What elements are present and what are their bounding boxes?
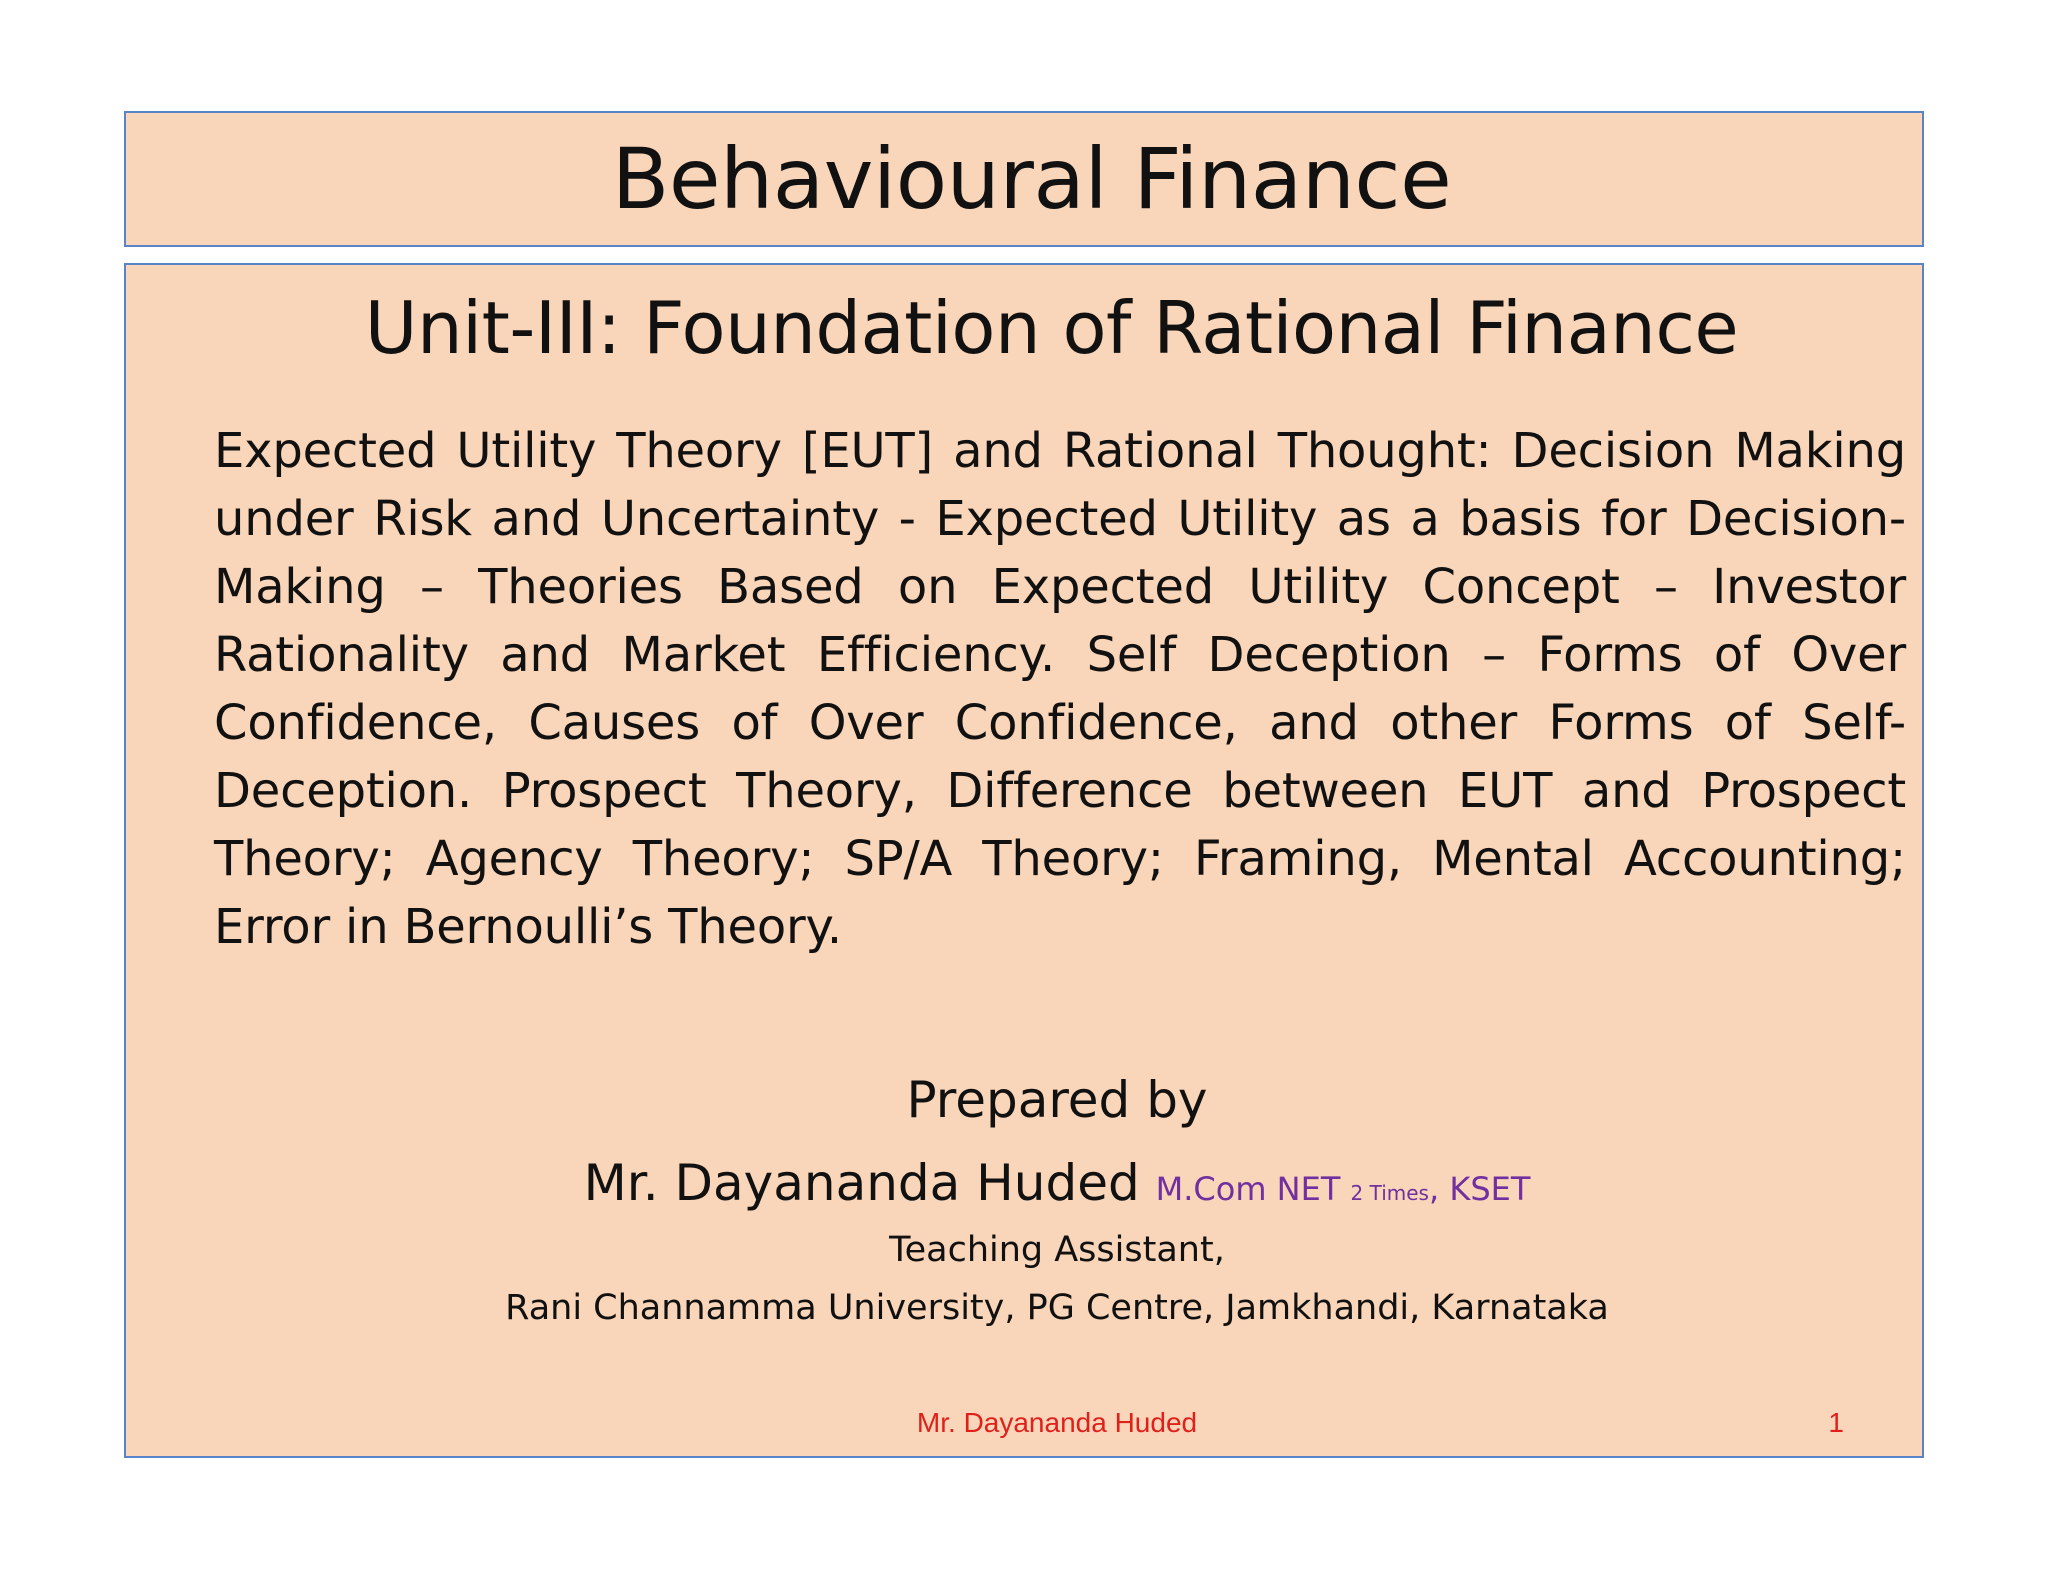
author-qualification-kset: , KSET <box>1428 1170 1531 1208</box>
content-box <box>124 263 1924 1458</box>
author-name: Mr. Dayananda Huded <box>583 1154 1140 1212</box>
author-qualification: M.Com NET <box>1155 1170 1351 1208</box>
author-qualification-times: 2 Times <box>1350 1181 1429 1205</box>
author-line <box>126 1153 1922 1213</box>
author-role: Teaching Assistant, <box>889 1230 1225 1270</box>
footer-author: Mr. Dayananda Huded <box>916 1407 1198 1438</box>
prepared-by-label: Prepared by <box>906 1071 1208 1129</box>
slide-title: Behavioural Finance <box>611 130 1452 228</box>
author-affiliation: Rani Channamma University, PG Centre, Jamkhandi, Karnataka <box>505 1288 1609 1328</box>
syllabus-text: Expected Utility Theory [EUT] and Rational Thought: Decision Making under Risk and Uncertainty - Expected Utility as a basis for Decision-Making – Theories Based on Expected Utility Concept – Investor Rationality and Market Efficiency. Self Deception – Forms of Over Confidence, Causes of Over Confidence, and other Forms of Self-Deception. Prospect Theory, Difference between EUT and Prospect Theory; Agency Theory; SP/A Theory; Framing, Mental Accounting; Error in Bernoulli’s Theory. <box>214 423 1906 955</box>
page-number: 1 <box>1828 1407 1844 1438</box>
unit-subtitle: Unit-III: Foundation of Rational Finance <box>364 286 1739 370</box>
title-box <box>124 111 1924 247</box>
